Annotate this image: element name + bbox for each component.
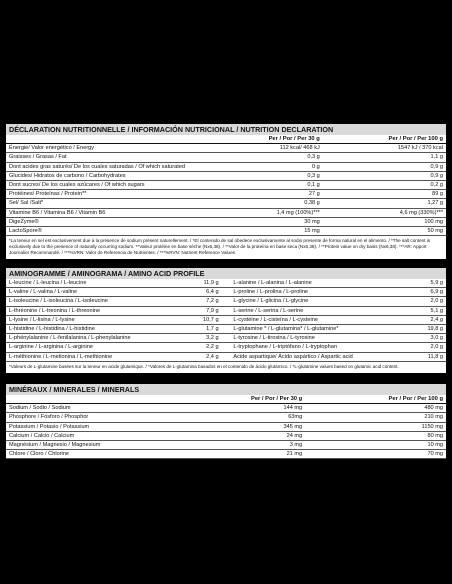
mineral-label: Sodium / Sodio / Sodium	[6, 404, 208, 413]
amino-label-right: L-cystéine / L-cisteína / L-cysteine	[230, 315, 402, 324]
table-row	[6, 144, 446, 153]
mineral-value-30g: 144 mg	[208, 404, 305, 413]
mineral-label: Potassium / Potasio / Potassium	[6, 422, 208, 431]
amino-label-right: L-alanine / L-alanina / L-alanine	[230, 279, 402, 288]
amino-value-left: 2,2 g	[182, 343, 222, 352]
mineral-value-30g: 3 mg	[208, 441, 305, 450]
amino-value-left: 2,4 g	[182, 352, 222, 361]
amino-title: AMINOGRAMME / AMINOGRAMA / AMINO ACID PROFILE	[6, 268, 446, 279]
amino-value-right: 2,4 g	[402, 315, 446, 324]
table-row	[6, 422, 446, 431]
nutrient-value-30g: 27 g	[244, 190, 323, 199]
amino-label-left: L-isoleucine / L-isoleucina / L-isoleucine	[6, 297, 182, 306]
column-gap	[222, 325, 231, 334]
mineral-value-100g: 480 mg	[305, 404, 446, 413]
nutrient-value-30g: 0,3 g	[244, 153, 323, 162]
table-row	[6, 306, 446, 315]
amino-value-left: 10,7 g	[182, 315, 222, 324]
column-gap	[222, 334, 231, 343]
nutrient-label: LactoSpore®	[6, 227, 244, 236]
amino-value-left: 11,9 g	[182, 279, 222, 288]
amino-value-right: 19,8 g	[402, 325, 446, 334]
amino-label-right: Acide aspartique/ Ácido aspártico / Aspartic acid	[230, 352, 402, 361]
amino-label-right: L-serine / L-serina / L-serine	[230, 306, 402, 315]
nutrient-label: Protéines/ Proteínas / Protein**	[6, 190, 244, 199]
table-row	[6, 404, 446, 413]
amino-value-right: 2,0 g	[402, 297, 446, 306]
nutrient-label: Dont acides gras saturés/ De los cuales saturadas / Of which saturated	[6, 162, 244, 171]
amino-label-left: L-phénylalanine / L-fenilalanina / L-phenylalanine	[6, 334, 182, 343]
amino-value-left: 7,9 g	[182, 306, 222, 315]
column-gap	[222, 288, 231, 297]
amino-label-left: L-méthionine / L-metionina / L-methionine	[6, 352, 182, 361]
nutrition-table	[6, 135, 446, 236]
column-gap	[222, 352, 231, 361]
nutrient-value-100g: 1,27 g	[323, 199, 446, 208]
nutrient-value-100g: 1,1 g	[323, 153, 446, 162]
nutrient-value-30g: 30 mg	[244, 217, 323, 226]
mineral-value-100g: 1150 mg	[305, 422, 446, 431]
amino-label-right: L-glutamine * / L-glutamina* / L-glutamine*	[230, 325, 402, 334]
amino-value-right: 11,8 g	[402, 352, 446, 361]
table-row	[6, 352, 446, 361]
table-row	[6, 334, 446, 343]
amino-label-right: L-tryptophane / L-triptófano / L-tryptophan	[230, 343, 402, 352]
column-gap	[222, 343, 231, 352]
nutrient-value-100g: 89 g	[323, 190, 446, 199]
amino-value-right: 2,0 g	[402, 343, 446, 352]
col-per-30g: Per / Por / Per 30 g	[208, 395, 305, 404]
mineral-label: Phosphore / Fósforo / Phosphor	[6, 413, 208, 422]
amino-value-left: 3,2 g	[182, 334, 222, 343]
nutrient-value-30g: 0,3 g	[244, 171, 323, 180]
table-row	[6, 153, 446, 162]
table-row	[6, 413, 446, 422]
nutrient-value-30g: 0,1 g	[244, 181, 323, 190]
nutrient-value-30g: 1,4 mg (100%)***	[244, 208, 323, 217]
amino-label-right: L-tyrosine / L-tirosina / L-tyrosine	[230, 334, 402, 343]
nutrient-label: Graisses / Grasas / Fat	[6, 153, 244, 162]
mineral-value-30g: 345 mg	[208, 422, 305, 431]
mineral-value-100g: 80 mg	[305, 431, 446, 440]
mineral-value-100g: 10 mg	[305, 441, 446, 450]
mineral-value-30g: 63mg	[208, 413, 305, 422]
minerals-panel	[6, 384, 446, 459]
minerals-column-header	[6, 395, 446, 404]
amino-panel	[6, 268, 446, 373]
table-row	[6, 288, 446, 297]
col-per-100g: Per / Por / Per 100 g	[305, 395, 446, 404]
nutrient-value-30g: 0 g	[244, 162, 323, 171]
nutrient-value-100g: 0,2 g	[323, 181, 446, 190]
table-row	[6, 162, 446, 171]
nutrient-value-100g: 4,6 mg (330%)***	[323, 208, 446, 217]
amino-label-left: L-histidine / L-histidina / L-histidine	[6, 325, 182, 334]
minerals-title: MINÉRAUX / MINERALES / MINERALS	[6, 384, 446, 395]
nutrient-value-100g: 50 mg	[323, 227, 446, 236]
amino-value-right: 6,9 g	[402, 288, 446, 297]
nutrient-value-100g: 0,9 g	[323, 171, 446, 180]
nutrient-value-30g: 0,38 g	[244, 199, 323, 208]
nutrient-label: Énergie/ Valor energético / Energy	[6, 144, 244, 153]
nutrient-value-100g: 100 mg	[323, 217, 446, 226]
nutrition-panel	[6, 124, 446, 259]
table-row	[6, 208, 446, 217]
nutrient-label: Dont sucres/ De los cuales azúcares / Of which sugars	[6, 181, 244, 190]
amino-label-left: L-arginine / L-arginina / L-arginine	[6, 343, 182, 352]
table-row	[6, 431, 446, 440]
mineral-label: Calcium / Calcio / Calcium	[6, 431, 208, 440]
amino-value-right: 5,1 g	[402, 306, 446, 315]
amino-label-right: L-proline / L-prolina / L-proline	[230, 288, 402, 297]
nutrient-label: Sel/ Sal /Salt*	[6, 199, 244, 208]
amino-label-left: L-leucine / L-leucina / L-leucine	[6, 279, 182, 288]
table-row	[6, 199, 446, 208]
amino-footnote: *Valeurs de L-glutamine basées sur la teneur en acide glutamique. / *Valores de L-glutamina basados en el contenido de ácido glutámico. / *L-glutamine values based on glutamic acid content.	[9, 363, 399, 369]
amino-value-right: 3,0 g	[402, 334, 446, 343]
table-row	[6, 190, 446, 199]
amino-table	[6, 279, 446, 362]
col-per-30g: Per / Por / Per 30 g	[244, 135, 323, 144]
table-row	[6, 343, 446, 352]
nutrient-label: DigeZyme®	[6, 217, 244, 226]
column-gap	[222, 315, 231, 324]
amino-value-right: 5,9 g	[402, 279, 446, 288]
column-gap	[222, 306, 231, 315]
amino-label-left: L-valine / L-valina / L-valine	[6, 288, 182, 297]
mineral-label: Magnésium / Magnesio / Magnesium	[6, 441, 208, 450]
amino-label-left: L-lysine / L-lisina / L-lysine	[6, 315, 182, 324]
nutrient-value-100g: 0,9 g	[323, 162, 446, 171]
nutrient-label: Glucides/ Hidratos de carbono / Carbohydrates	[6, 171, 244, 180]
table-row	[6, 227, 446, 236]
table-row	[6, 297, 446, 306]
mineral-value-100g: 210 mg	[305, 413, 446, 422]
nutrition-footnote: *La teneur en sel est exclusivement due à la présence de sodium présent naturellement. / *El contenido de sal obedece exclusivamente al sodio presente de forma natural en el alimento. / *The salt content is exclusively due to the presence of naturally occurring sodium. **Valeur protéine en base sèche (Nx6,38). / **Valor de la proteína en base seca (Nx6,38). / **Protein value on dry basis (Nx6,38). ***AR: Apport Journalier Recommandé. / ***%VRN: Valor de Referencia de Nutrientes. / ***%RVN: Nutrient Reference Values.	[9, 238, 431, 256]
table-row	[6, 217, 446, 226]
nutrient-label: Vitamine B6 / Vitamina B6 / Vitamin B6	[6, 208, 244, 217]
table-row	[6, 315, 446, 324]
table-row	[6, 325, 446, 334]
table-row	[6, 171, 446, 180]
nutrition-column-header	[6, 135, 446, 144]
nutrient-value-100g: 1547 kJ / 370 kcal	[323, 144, 446, 153]
nutrient-value-30g: 15 mg	[244, 227, 323, 236]
nutrient-value-30g: 112 kcal/ 468 kJ	[244, 144, 323, 153]
table-row	[6, 450, 446, 459]
col-per-100g: Per / Por / Per 100 g	[323, 135, 446, 144]
mineral-value-30g: 24 mg	[208, 431, 305, 440]
amino-label-left: L-thréonine / L-treonina / L-threonine	[6, 306, 182, 315]
table-row	[6, 441, 446, 450]
column-gap	[222, 297, 231, 306]
nutrition-title: DÉCLARATION NUTRITIONNELLE / INFORMACIÓN NUTRICIONAL / NUTRITION DECLARATION	[6, 124, 446, 135]
mineral-value-100g: 70 mg	[305, 450, 446, 459]
mineral-value-30g: 21 mg	[208, 450, 305, 459]
minerals-table	[6, 395, 446, 459]
mineral-label: Chlore / Cloro / Chlorine	[6, 450, 208, 459]
column-gap	[222, 279, 231, 288]
amino-value-left: 6,4 g	[182, 288, 222, 297]
table-row	[6, 279, 446, 288]
amino-label-right: L-glycine / L-glicina / L-glycine	[230, 297, 402, 306]
table-row	[6, 181, 446, 190]
amino-value-left: 1,7 g	[182, 325, 222, 334]
amino-value-left: 7,2 g	[182, 297, 222, 306]
